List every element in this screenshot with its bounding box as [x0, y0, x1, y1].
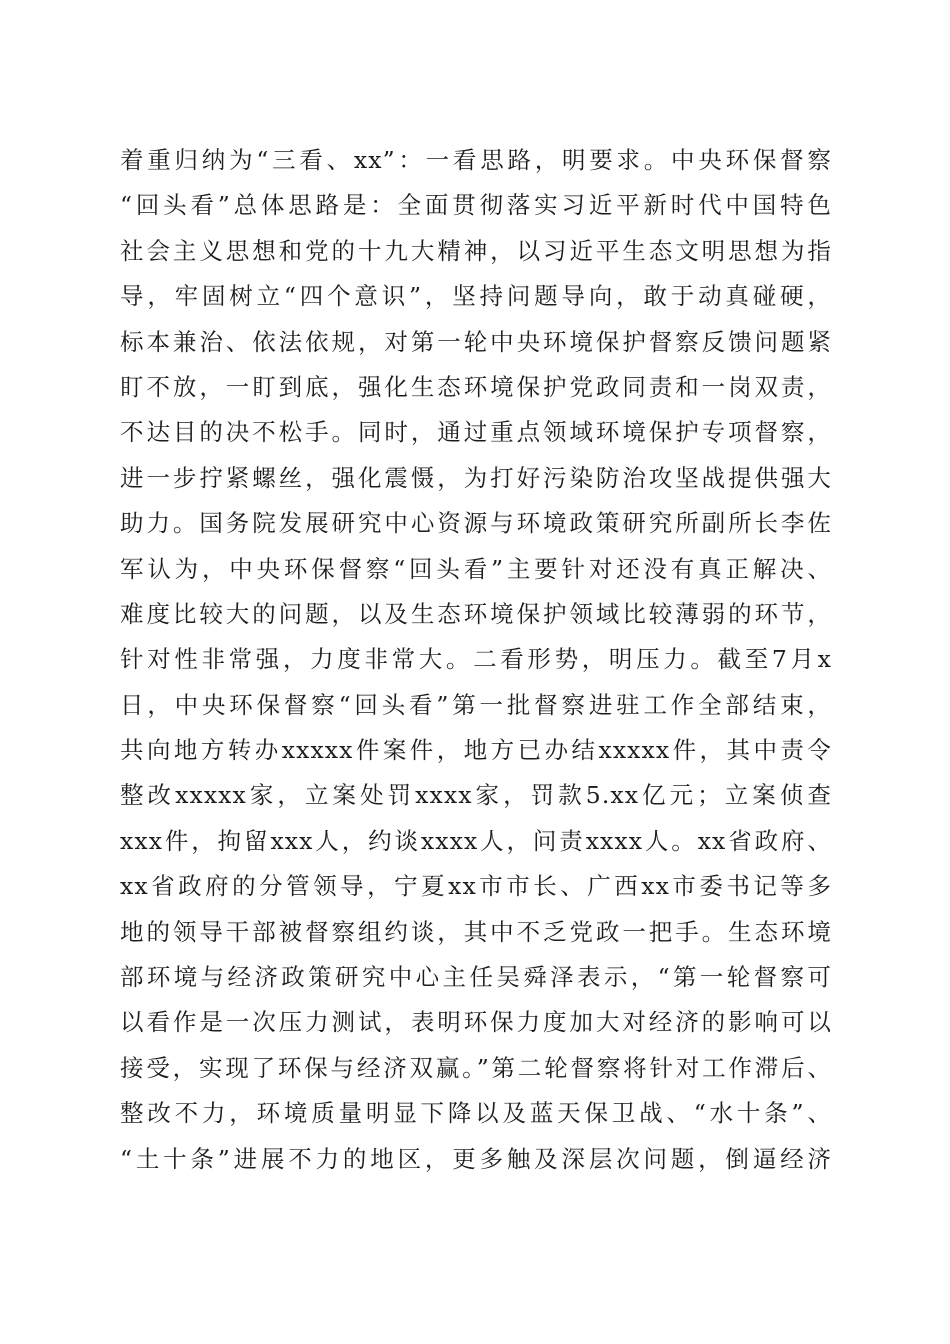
text-line: 盯不放，一盯到底，强化生态环境保护党政同责和一岗双责，: [120, 372, 832, 401]
text-line: 难度比较大的问题，以及生态环境保护领域比较薄弱的环节，: [120, 599, 832, 628]
text-line: 地的领导干部被督察组约谈，其中不乏党政一把手。生态环境: [120, 917, 832, 946]
text-line: 针对性非常强，力度非常大。二看形势，明压力。截至7月x: [120, 645, 832, 674]
text-line: 着重归纳为“三看、xx”：一看思路，明要求。中央环保督察: [120, 146, 832, 174]
text-line: 整改xxxxx家，立案处罚xxxx家，罚款5.xx亿元；立案侦查: [120, 781, 832, 810]
text-line: xxx件，拘留xxx人，约谈xxxx人，问责xxxx人。xx省政府、: [120, 826, 832, 855]
body-paragraph: [120, 138, 832, 1182]
text-line: 进一步拧紧螺丝，强化震慑，为打好污染防治攻坚战提供强大: [120, 463, 832, 492]
text-line: xx省政府的分管领导，宁夏xx市市长、广西xx市委书记等多: [120, 872, 832, 901]
text-line: 共向地方转办xxxxx件案件，地方已办结xxxxx件，其中责令: [120, 736, 832, 765]
text-line: 接受，实现了环保与经济双赢。”第二轮督察将针对工作滞后、: [120, 1053, 832, 1082]
text-line: 整改不力，环境质量明显下降以及蓝天保卫战、“水十条”、: [120, 1099, 832, 1128]
text-line: 军认为，中央环保督察“回头看”主要针对还没有真正解决、: [120, 554, 832, 583]
text-line: 日，中央环保督察“回头看”第一批督察进驻工作全部结束，: [120, 690, 832, 719]
text-line: 部环境与经济政策研究中心主任吴舜泽表示，“第一轮督察可: [120, 963, 832, 992]
text-line: “回头看”总体思路是：全面贯彻落实习近平新时代中国特色: [120, 191, 832, 220]
text-line: 标本兼治、依法依规，对第一轮中央环境保护督察反馈问题紧: [120, 327, 832, 356]
text-line: 以看作是一次压力测试，表明环保力度加大对经济的影响可以: [120, 1008, 832, 1037]
text-line: “土十条”进展不力的地区，更多触及深层次问题，倒逼经济: [120, 1144, 832, 1173]
text-line: 导，牢固树立“四个意识”，坚持问题导向，敢于动真碰硬，: [120, 282, 832, 311]
text-line: 社会主义思想和党的十九大精神，以习近平生态文明思想为指: [120, 236, 832, 265]
text-line: 不达目的决不松手。同时，通过重点领域环境保护专项督察，: [120, 418, 832, 447]
text-line: 助力。国务院发展研究中心资源与环境政策研究所副所长李佐: [120, 509, 832, 538]
